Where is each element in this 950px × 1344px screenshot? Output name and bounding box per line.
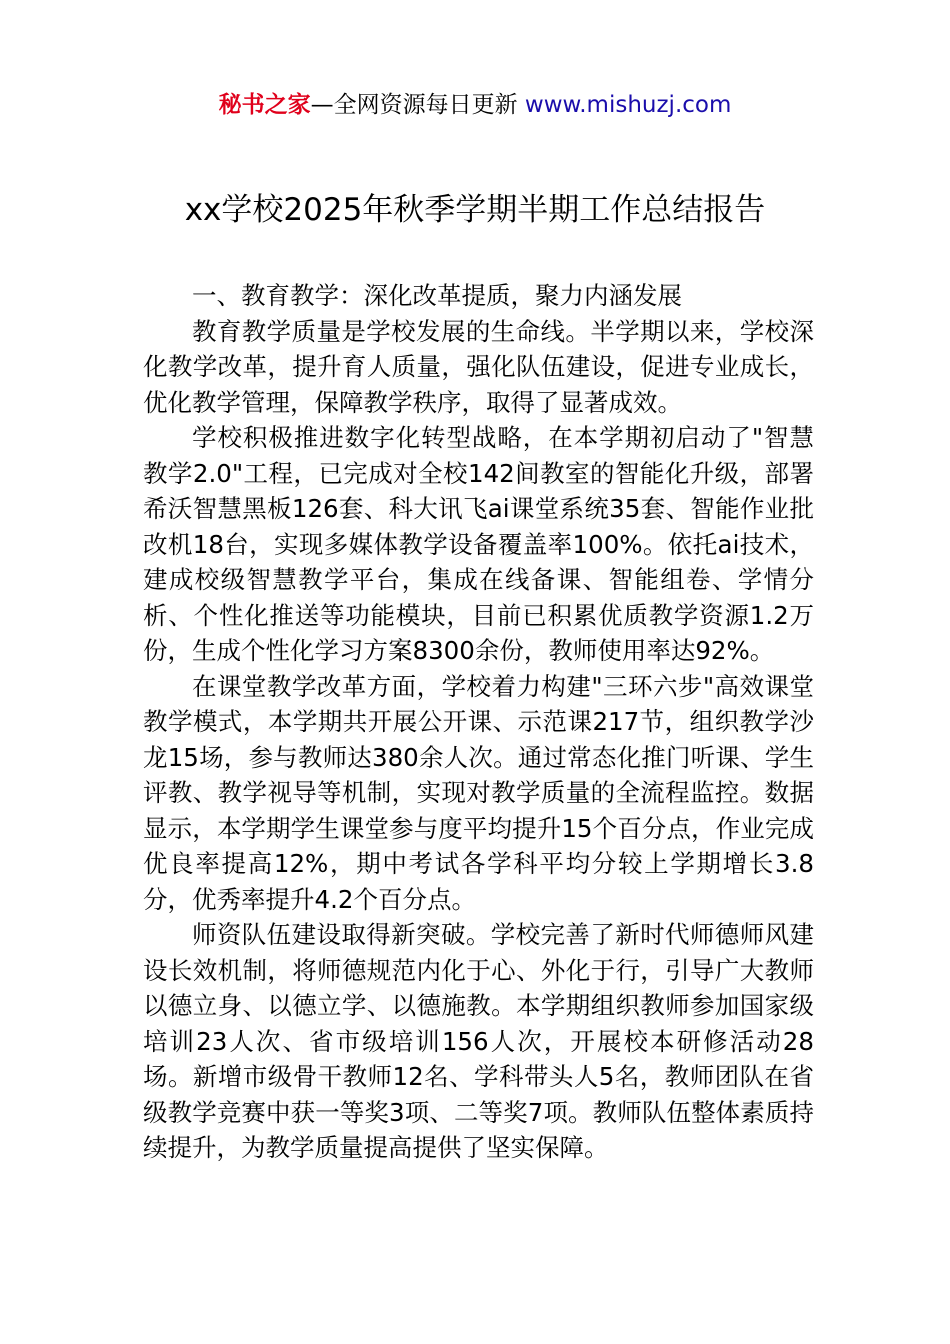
document-body bbox=[143, 278, 814, 1166]
site-slogan: —全网资源每日更新 bbox=[310, 92, 518, 118]
paragraph: 在课堂教学改革方面，学校着力构建"三环六步"高效课堂教学模式，本学期共开展公开课、示范课217节，组织教学沙龙15场，参与教师达380余人次。通过常态化推门听课、学生评教、教学视导等机制，实现对教学质量的全流程监控。数据显示，本学期学生课堂参与度平均提升15个百分点，作业完成优良率提高12%，期中考试各学科平均分较上学期增长3.8分，优秀率提升4.2个百分点。 bbox=[143, 671, 814, 914]
paragraph: 教育教学质量是学校发展的生命线。半学期以来，学校深化教学改革，提升育人质量，强化队伍建设，促进专业成长，优化教学管理，保障教学秩序，取得了显著成效。 bbox=[143, 316, 814, 417]
site-url-link[interactable]: www.mishuzj.com bbox=[524, 92, 732, 118]
site-header bbox=[0, 88, 950, 122]
paragraph: 学校积极推进数字化转型战略，在本学期初启动了"智慧教学2.0"工程，已完成对全校142间教室的智能化升级，部署希沃智慧黑板126套、科大讯飞ai课堂系统35套、智能作业批改机18台，实现多媒体教学设备覆盖率100%。依托ai技术，建成校级智慧教学平台，集成在线备课、智能组卷、学情分析、个性化推送等功能模块，目前已积累优质教学资源1.2万份，生成个性化学习方案8300余份，教师使用率达92%。 bbox=[143, 423, 814, 665]
document-title: xx学校2025年秋季学期半期工作总结报告 bbox=[184, 192, 766, 228]
section-heading: 一、教育教学：深化改革提质，聚力内涵发展 bbox=[192, 281, 682, 310]
paragraph: 师资队伍建设取得新突破。学校完善了新时代师德师风建设长效机制，将师德规范内化于心、外化于行，引导广大教师以德立身、以德立学、以德施教。本学期组织教师参加国家级培训23人次、省市级培训156人次，开展校本研修活动28场。新增市级骨干教师12名、学科带头人5名，教师团队在省级教学竞赛中获一等奖3项、二等奖7项。教师队伍整体素质持续提升，为教学质量提高提供了坚实保障。 bbox=[143, 920, 814, 1162]
site-name: 秘书之家 bbox=[218, 92, 311, 118]
